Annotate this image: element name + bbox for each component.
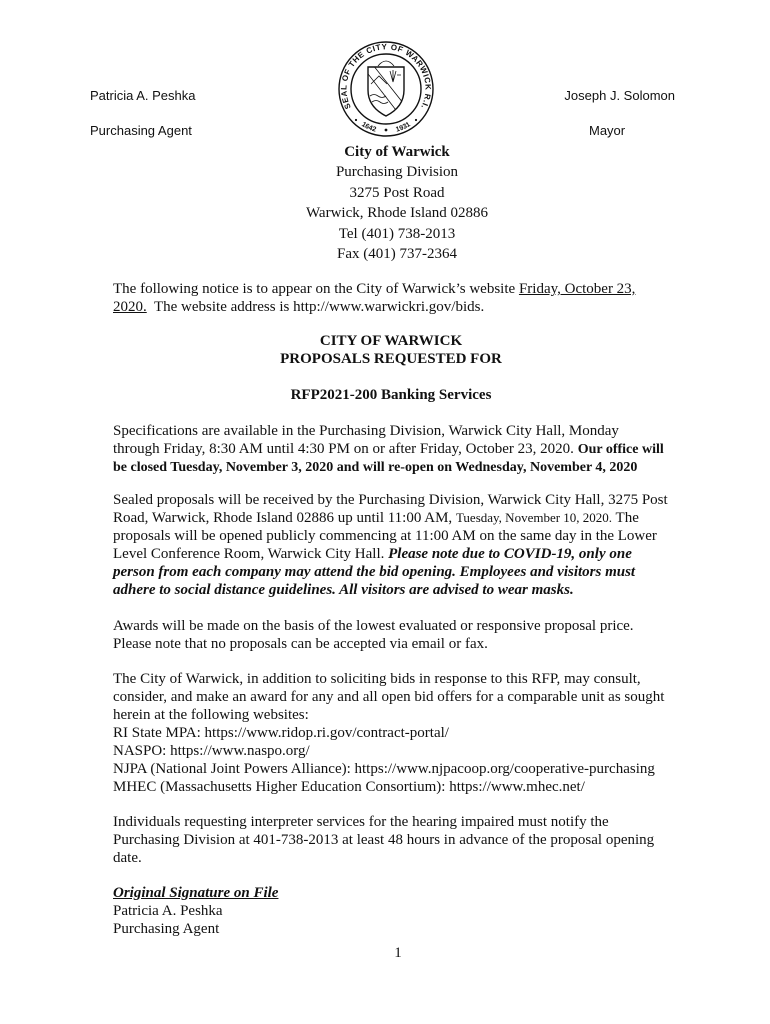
specifications-line	[113, 458, 683, 476]
signature-line	[113, 884, 683, 902]
seal-year-right	[395, 121, 412, 134]
rfp-title: RFP2021-200 Banking Services	[290, 387, 492, 403]
submission-line	[113, 581, 683, 599]
heading-city: CITY OF WARWICK	[319, 333, 463, 349]
website-list-item: RI State MPA: https://www.ridop.ri.gov/contract-portal/	[113, 725, 449, 741]
notice-intro-line	[113, 298, 683, 316]
seal-shield-charges	[365, 65, 407, 114]
posting-date: Friday, October 23,	[518, 281, 636, 297]
website-list-item: MHEC (Massachusetts Higher Education Consortium): https://www.mhec.net/	[113, 779, 585, 795]
signatory-title: Purchasing Agent	[113, 921, 220, 937]
signature-block	[113, 884, 683, 938]
office-name: City of Warwick	[344, 144, 450, 160]
website-list-item: NASPO: https://www.naspo.org/	[113, 743, 310, 759]
covid-notice: person from each company may attend the bid opening. Employees and visitors must	[113, 564, 636, 580]
seal-year-left	[360, 121, 377, 134]
specifications-text: through Friday, 8:30 AM until 4:30 PM on or after Friday, October 23, 2020.	[113, 441, 578, 457]
awards-paragraph	[113, 617, 683, 653]
cooperative-purchasing-line: herein at the following websites:	[113, 707, 309, 723]
rfp-heading	[113, 386, 669, 404]
submission-deadline-date: Tuesday, November 10, 2020.	[455, 510, 613, 525]
mayor-title: Mayor	[589, 123, 626, 138]
cooperative-purchasing-paragraph	[113, 670, 683, 796]
cooperative-purchasing-line: consider, and make an award for any and all open bid offers for a comparable unit as sought	[113, 689, 665, 705]
page-number: 1	[394, 945, 402, 961]
interpreter-services-line: date.	[113, 850, 142, 866]
covid-notice: Please note due to COVID-19, only one	[388, 546, 632, 562]
submission-line	[113, 527, 683, 545]
notice-intro-line	[113, 280, 683, 298]
interpreter-services-paragraph	[113, 813, 683, 867]
notice-heading	[113, 332, 669, 368]
seal-shield-sheaf	[390, 70, 401, 82]
signature-note: Original Signature on File	[113, 885, 279, 901]
interpreter-services-line: Purchasing Division at 401-738-2013 at least 48 hours in advance of the proposal opening	[113, 832, 655, 848]
office-city-state-zip: Warwick, Rhode Island 02886	[305, 205, 489, 222]
seal-ring-lettering: SEAL OF THE CITY OF WARWICK R.I.	[339, 42, 433, 111]
office-closure-notice: Our office will	[577, 442, 664, 457]
submission-paragraph	[113, 491, 683, 599]
seal-crest	[378, 61, 394, 66]
specifications-paragraph	[113, 422, 683, 476]
notice-intro-text: The following notice is to appear on the City of Warwick’s website	[113, 281, 519, 297]
office-closure-notice: be closed Tuesday, November 3, 2020 and will re-open on Wednesday, November 4, 2020	[113, 460, 638, 475]
cooperative-purchasing-line: The City of Warwick, in addition to soliciting bids in response to this RFP, may consult,	[113, 671, 641, 687]
seal-star-ornament	[385, 129, 388, 132]
seal-shield	[368, 67, 404, 116]
office-street: 3275 Post Road	[349, 184, 445, 201]
submission-text: Level Conference Room, Warwick City Hall.	[113, 546, 389, 562]
heading-proposals-requested: PROPOSALS REQUESTED FOR	[280, 351, 502, 367]
specifications-line	[113, 422, 683, 440]
office-division: Purchasing Division	[335, 164, 459, 181]
office-address	[297, 142, 497, 264]
submission-text: Road, Warwick, Rhode Island 02886 up until 11:00 AM,	[113, 510, 456, 526]
office-telephone: Tel (401) 738-2013	[338, 225, 456, 242]
website-list-item: NJPA (National Joint Powers Alliance): https://www.njpacoop.org/cooperative-purchasing	[113, 761, 655, 777]
seal-inner-ring	[351, 54, 421, 124]
office-fax: Fax (401) 737-2364	[337, 246, 457, 263]
posting-date-year: 2020.	[113, 299, 147, 315]
submission-text: proposals will be opened publicly commencing at 11:00 AM on the same day in the Lower	[113, 528, 657, 544]
page-number-footer	[113, 944, 683, 962]
website-address-text: The website address is http://www.warwickri.gov/bids.	[146, 299, 485, 315]
specifications-text: Specifications are available in the Purchasing Division, Warwick City Hall, Monday	[113, 423, 619, 439]
mayor-name: Joseph J. Solomon	[564, 88, 675, 103]
submission-line	[113, 491, 683, 509]
awards-line: Awards will be made on the basis of the lowest evaluated or responsive proposal price.	[113, 618, 634, 634]
specifications-line	[113, 440, 683, 458]
submission-line	[113, 563, 683, 581]
signatory-name: Patricia A. Peshka	[113, 903, 223, 919]
notice-intro	[113, 280, 683, 316]
seal-right-ornament	[415, 119, 417, 121]
purchasing-agent-title: Purchasing Agent	[90, 123, 192, 138]
seal-year-right-text: 1931	[395, 121, 412, 134]
seal-shield-bend	[365, 65, 407, 114]
interpreter-services-line: Individuals requesting interpreter services for the hearing impaired must notify the	[113, 814, 609, 830]
covid-notice: adhere to social distance guidelines. All visitors are advised to wear masks.	[113, 582, 574, 598]
seal-year-left-text: 1642	[360, 121, 377, 134]
submission-text: Sealed proposals will be received by the Purchasing Division, Warwick City Hall, 3275 Post	[113, 492, 668, 508]
seal-left-ornament	[355, 119, 357, 121]
awards-line: Please note that no proposals can be accepted via email or fax.	[113, 636, 488, 652]
submission-line	[113, 545, 683, 563]
submission-text: The	[612, 510, 639, 526]
city-seal	[337, 40, 435, 138]
purchasing-agent-name: Patricia A. Peshka	[90, 88, 196, 103]
submission-line	[113, 509, 683, 527]
